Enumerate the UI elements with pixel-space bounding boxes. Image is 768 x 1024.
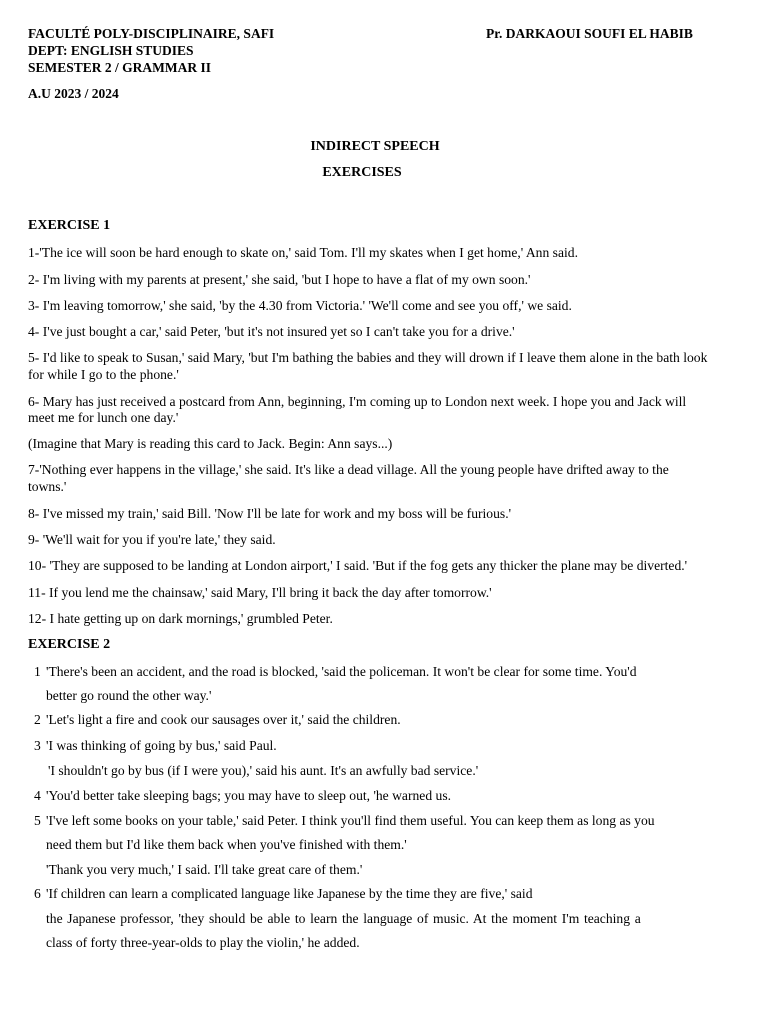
exercise-1-item-6-line-2: meet me for lunch one day.' [28, 410, 179, 425]
document-subtitle: EXERCISES [322, 165, 402, 180]
exercise-1-item-12: 12- I hate getting up on dark mornings,' grumbled Peter. [28, 611, 333, 626]
exercise-2-item-4-line-1: 'You'd better take sleeping bags; you may have to sleep out, 'he warned us. [46, 788, 452, 803]
exercise-2-item-5-line-2: need them but I'd like them back when you've finished with them.' [46, 837, 407, 852]
exercise-1-heading: EXERCISE 1 [28, 218, 111, 233]
document-title: INDIRECT SPEECH [310, 139, 440, 154]
exercise-1-item-7-line-1: 7-'Nothing ever happens in the village,' she said. It's like a dead village. All the young people have drifted away to the [28, 462, 669, 477]
exercise-2-item-5-line-1: 'I've left some books on your table,' said Peter. I think you'll find them useful. You can keep them as long as you [46, 813, 655, 828]
exercise-2-item-5-number: 5 [34, 813, 41, 828]
faculty-name: FACULTÉ POLY-DISCIPLINAIRE, SAFI [28, 26, 275, 41]
exercise-1-item-10: 10- 'They are supposed to be landing at London airport,' I said. 'But if the fog gets any thicker the plane may be diverted.' [28, 558, 688, 573]
exercise-1-item-5-line-1: 5- I'd like to speak to Susan,' said Mary, 'but I'm bathing the babies and they will drown if I leave them alone in the bath look [28, 350, 708, 365]
exercise-2-item-1-number: 1 [34, 664, 41, 679]
exercise-1-item-5-line-2: for while I go to the phone.' [28, 367, 179, 382]
exercise-2-item-5-line-3: 'Thank you very much,' I said. I'll take great care of them.' [46, 862, 363, 877]
exercise-2-heading: EXERCISE 2 [28, 637, 111, 652]
exercise-1-item-1: 1-'The ice will soon be hard enough to skate on,' said Tom. I'll my skates when I get home,' Ann said. [28, 245, 578, 260]
semester: SEMESTER 2 / GRAMMAR II [28, 60, 212, 75]
exercise-2-item-4-number: 4 [34, 788, 41, 803]
exercise-2-item-1-line-2: better go round the other way.' [46, 688, 212, 703]
exercise-1-item-4: 4- I've just bought a car,' said Peter, 'but it's not insured yet so I can't take you for a drive.' [28, 324, 515, 339]
professor-name: Pr. DARKAOUI SOUFI EL HABIB [486, 26, 693, 41]
exercise-1-item-9: 9- 'We'll wait for you if you're late,' they said. [28, 532, 276, 547]
exercise-1-item-8: 8- I've missed my train,' said Bill. 'Now I'll be late for work and my boss will be furious.' [28, 506, 512, 521]
exercise-2-item-2-line-1: 'Let's light a fire and cook our sausages over it,' said the children. [46, 712, 401, 727]
exercise-1-item-3: 3- I'm leaving tomorrow,' she said, 'by the 4.30 from Victoria.' 'We'll come and see you off,' we said. [28, 298, 572, 313]
exercise-2-item-1-line-1: 'There's been an accident, and the road is blocked, 'said the policeman. It won't be clear for some time. You'd [46, 664, 637, 679]
exercise-2-item-2-number: 2 [34, 712, 41, 727]
exercise-1-item-7-line-2: towns.' [28, 479, 67, 494]
exercise-2-item-3-number: 3 [34, 738, 41, 753]
exercise-2-item-6-line-3: class of forty three-year-olds to play the violin,' he added. [46, 935, 360, 950]
exercise-2-item-6-line-2: the Japanese professor, 'they should be able to learn the language of music. At the moment I'm teaching a [46, 911, 641, 926]
exercise-2-item-6-number: 6 [34, 886, 41, 901]
exercise-1-item-6-line-1: 6- Mary has just received a postcard from Ann, beginning, I'm coming up to London next week. I hope you and Jack will [28, 394, 687, 409]
exercise-2-item-3-line-1: 'I was thinking of going by bus,' said Paul. [46, 738, 277, 753]
department: DEPT: ENGLISH STUDIES [28, 43, 194, 58]
exercise-2-item-3-line-2: 'I shouldn't go by bus (if I were you),' said his aunt. It's an awfully bad service.' [48, 763, 479, 778]
exercise-1-note: (Imagine that Mary is reading this card to Jack. Begin: Ann says...) [28, 436, 393, 451]
academic-year: A.U 2023 / 2024 [28, 86, 119, 101]
exercise-2-item-6-line-1: 'If children can learn a complicated language like Japanese by the time they are five,' said [46, 886, 533, 901]
exercise-1-item-11: 11- If you lend me the chainsaw,' said Mary, I'll bring it back the day after tomorrow.' [28, 585, 492, 600]
exercise-1-item-2: 2- I'm living with my parents at present,' she said, 'but I hope to have a flat of my own soon.' [28, 272, 531, 287]
